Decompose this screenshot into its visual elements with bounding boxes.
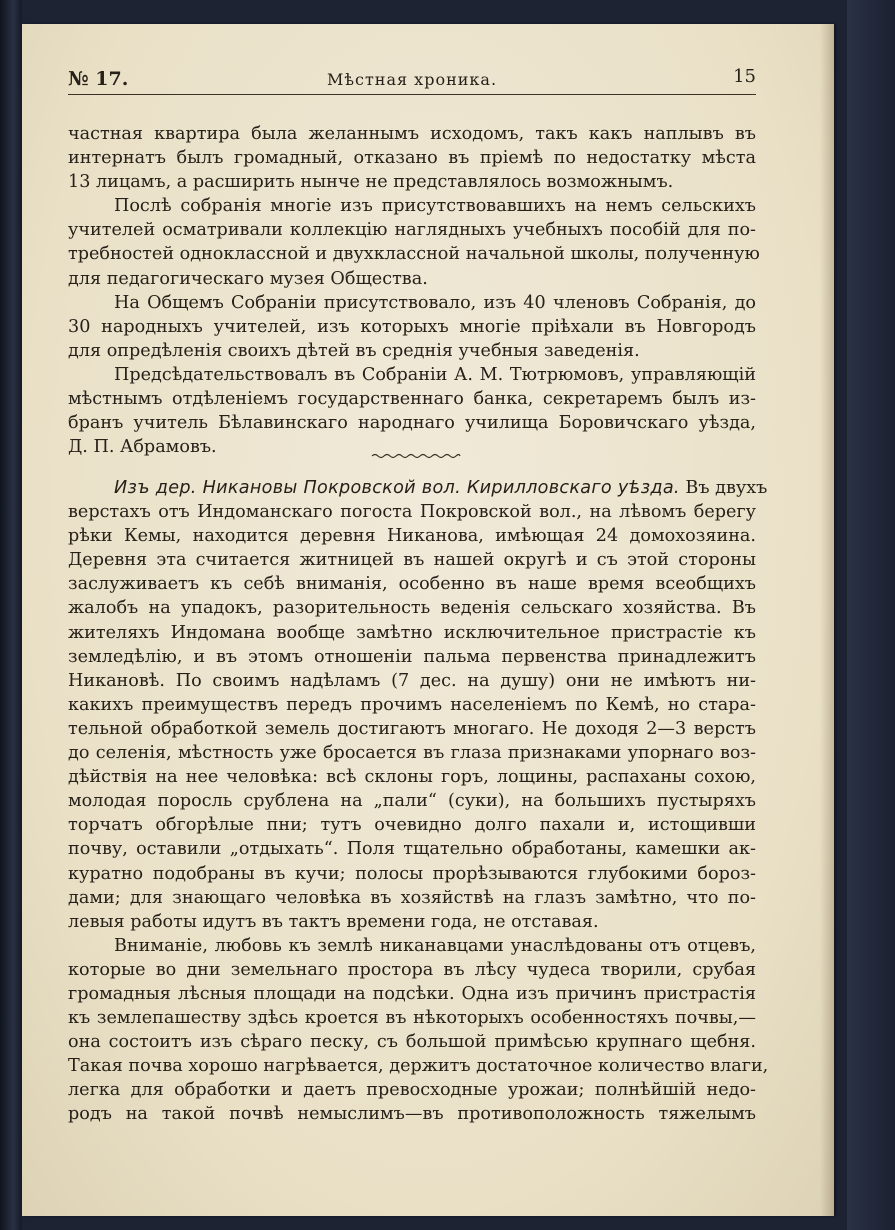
text-line: левыя работы идутъ въ тактъ времени года, не отставая. — [68, 911, 599, 932]
text-line: верстахъ отъ Индоманскаго погоста Покровской вол., на лѣвомъ берегу — [68, 502, 756, 523]
text-line: Никановѣ. По своимъ надѣламъ (7 дес. на душу) они не имѣютъ ни- — [68, 670, 756, 691]
text-line: Предсѣдательствовалъ въ Собраніи А. М. Тютрюмовъ, управляющій — [114, 364, 756, 385]
text-line: На Общемъ Собраніи присутствовало, изъ 40 членовъ Собранія, до — [114, 292, 756, 313]
text-line: тельной обработкой земель достигаютъ многаго. Не доходя 2—3 верстъ — [68, 718, 756, 739]
page-number: 15 — [733, 66, 756, 87]
text-line: учителей осматривали коллекцію наглядныхъ учебныхъ пособій для по- — [68, 220, 756, 241]
text-line: заслуживаетъ къ себѣ вниманія, особенно въ наше время всеобщихъ — [68, 574, 756, 595]
ornamental-divider — [370, 451, 462, 461]
text-line: она состоитъ изъ сѣраго песку, съ большой примѣсью крупнаго щебня. — [68, 1032, 756, 1053]
text-line: Д. П. Абрамовъ. — [68, 437, 217, 458]
section-title: Мѣстная хроника. — [326, 70, 498, 89]
backing-board — [847, 0, 895, 1230]
text-line: Послѣ собранія многіе изъ присутствовавшихъ на немъ сельскихъ — [114, 196, 756, 217]
text-line: жалобъ на упадокъ, разорительность веденія сельскаго хозяйства. Въ — [68, 598, 756, 619]
text-line: для опредѣленія своихъ дѣтей въ среднія учебныя заведенія. — [68, 340, 640, 361]
text-line: какихъ преимуществъ передъ прочимъ населеніемъ по Кемѣ, но стара- — [68, 694, 756, 715]
text-line: дѣйствія на нее человѣка: всѣ склоны горъ, лощины, распаханы сохою, — [68, 767, 756, 788]
text-line: рѣки Кемы, находится деревня Никанова, имѣющая 24 домохозяина. — [68, 526, 756, 547]
text-line: для педагогическаго музея Общества. — [68, 268, 428, 289]
text-line: бранъ учитель Бѣлавинскаго народнаго училища Боровичскаго уѣзда, — [68, 413, 756, 434]
text-line: громадныя лѣсныя площади на подсѣки. Одна изъ причинъ пристрастія — [68, 983, 756, 1004]
text-line: легка для обработки и даетъ превосходные урожаи; полнѣйшій недо- — [68, 1080, 756, 1101]
text-fragment: Въ двухъ — [685, 478, 768, 498]
text-line: родъ на такой почвѣ немыслимъ—въ противоположность тяжелымъ — [68, 1104, 756, 1125]
text-line: 13 лицамъ, а расширить нынче не представлялось возможнымъ. — [68, 172, 674, 193]
text-line: къ землепашеству здѣсь кроется въ нѣкоторыхъ особенностяхъ почвы,— — [68, 1008, 756, 1029]
article-heading: Изъ дер. Никановы Покровской вол. Кирилловскаго уѣзда. — [114, 478, 680, 498]
text-line: куратно подобраны въ кучи; полосы прорѣзываются глубокими бороз- — [68, 863, 756, 884]
text-line: дами; для знающаго человѣка въ хозяйствѣ на глазъ замѣтно, что по- — [68, 887, 756, 908]
section-1-text — [68, 122, 760, 459]
text-line: мѣстнымъ отдѣленіемъ государственнаго банка, секретаремъ былъ из- — [68, 389, 756, 410]
text-line: земледѣлію, и въ этомъ отношеніи пальма первенства принадлежитъ — [68, 646, 756, 667]
article-first-line — [68, 476, 768, 500]
text-line: 30 народныхъ учителей, изъ которыхъ многіе пріѣхали въ Новгородъ — [68, 316, 756, 337]
issue-number: № 17. — [68, 68, 129, 90]
text-line: Деревня эта считается житницей въ нашей округѣ и съ этой стороны — [68, 550, 756, 571]
page-shadow — [820, 24, 834, 1216]
text-line: Такая почва хорошо нагрѣвается, держитъ достаточное количество влаги, — [68, 1056, 769, 1077]
text-line: частная квартира была желаннымъ исходомъ, такъ какъ наплывъ въ — [68, 124, 756, 144]
text-line: которые во дни земельнаго простора въ лѣсу чудеса творили, срубая — [68, 959, 756, 980]
text-line: до селенія, мѣстность уже бросается въ глаза признаками упорнаго воз- — [68, 743, 756, 764]
text-line: жителяхъ Индомана вообще замѣтно исключительное пристрастіе къ — [68, 622, 756, 643]
text-line: торчатъ обгорѣлые пни; тутъ очевидно долго пахали и, истощивши — [68, 815, 756, 836]
text-line: Вниманіе, любовь къ землѣ никанавцами унаслѣдованы отъ отцевъ, — [114, 935, 756, 956]
section-2-text — [68, 476, 769, 1127]
text-line: требностей одноклассной и двухклассной начальной школы, полученную — [68, 244, 760, 265]
text-line: интернатъ былъ громадный, отказано въ пріемѣ по недостатку мѣста — [68, 148, 756, 169]
binding-edge — [0, 0, 22, 1230]
running-head — [68, 64, 756, 95]
text-line: почву, оставили „отдыхать“. Поля тщательно обработаны, камешки ак- — [68, 839, 756, 860]
book-page — [22, 24, 834, 1216]
text-line: молодая поросль срублена на „пали“ (суки), на большихъ пустыряхъ — [68, 791, 756, 812]
